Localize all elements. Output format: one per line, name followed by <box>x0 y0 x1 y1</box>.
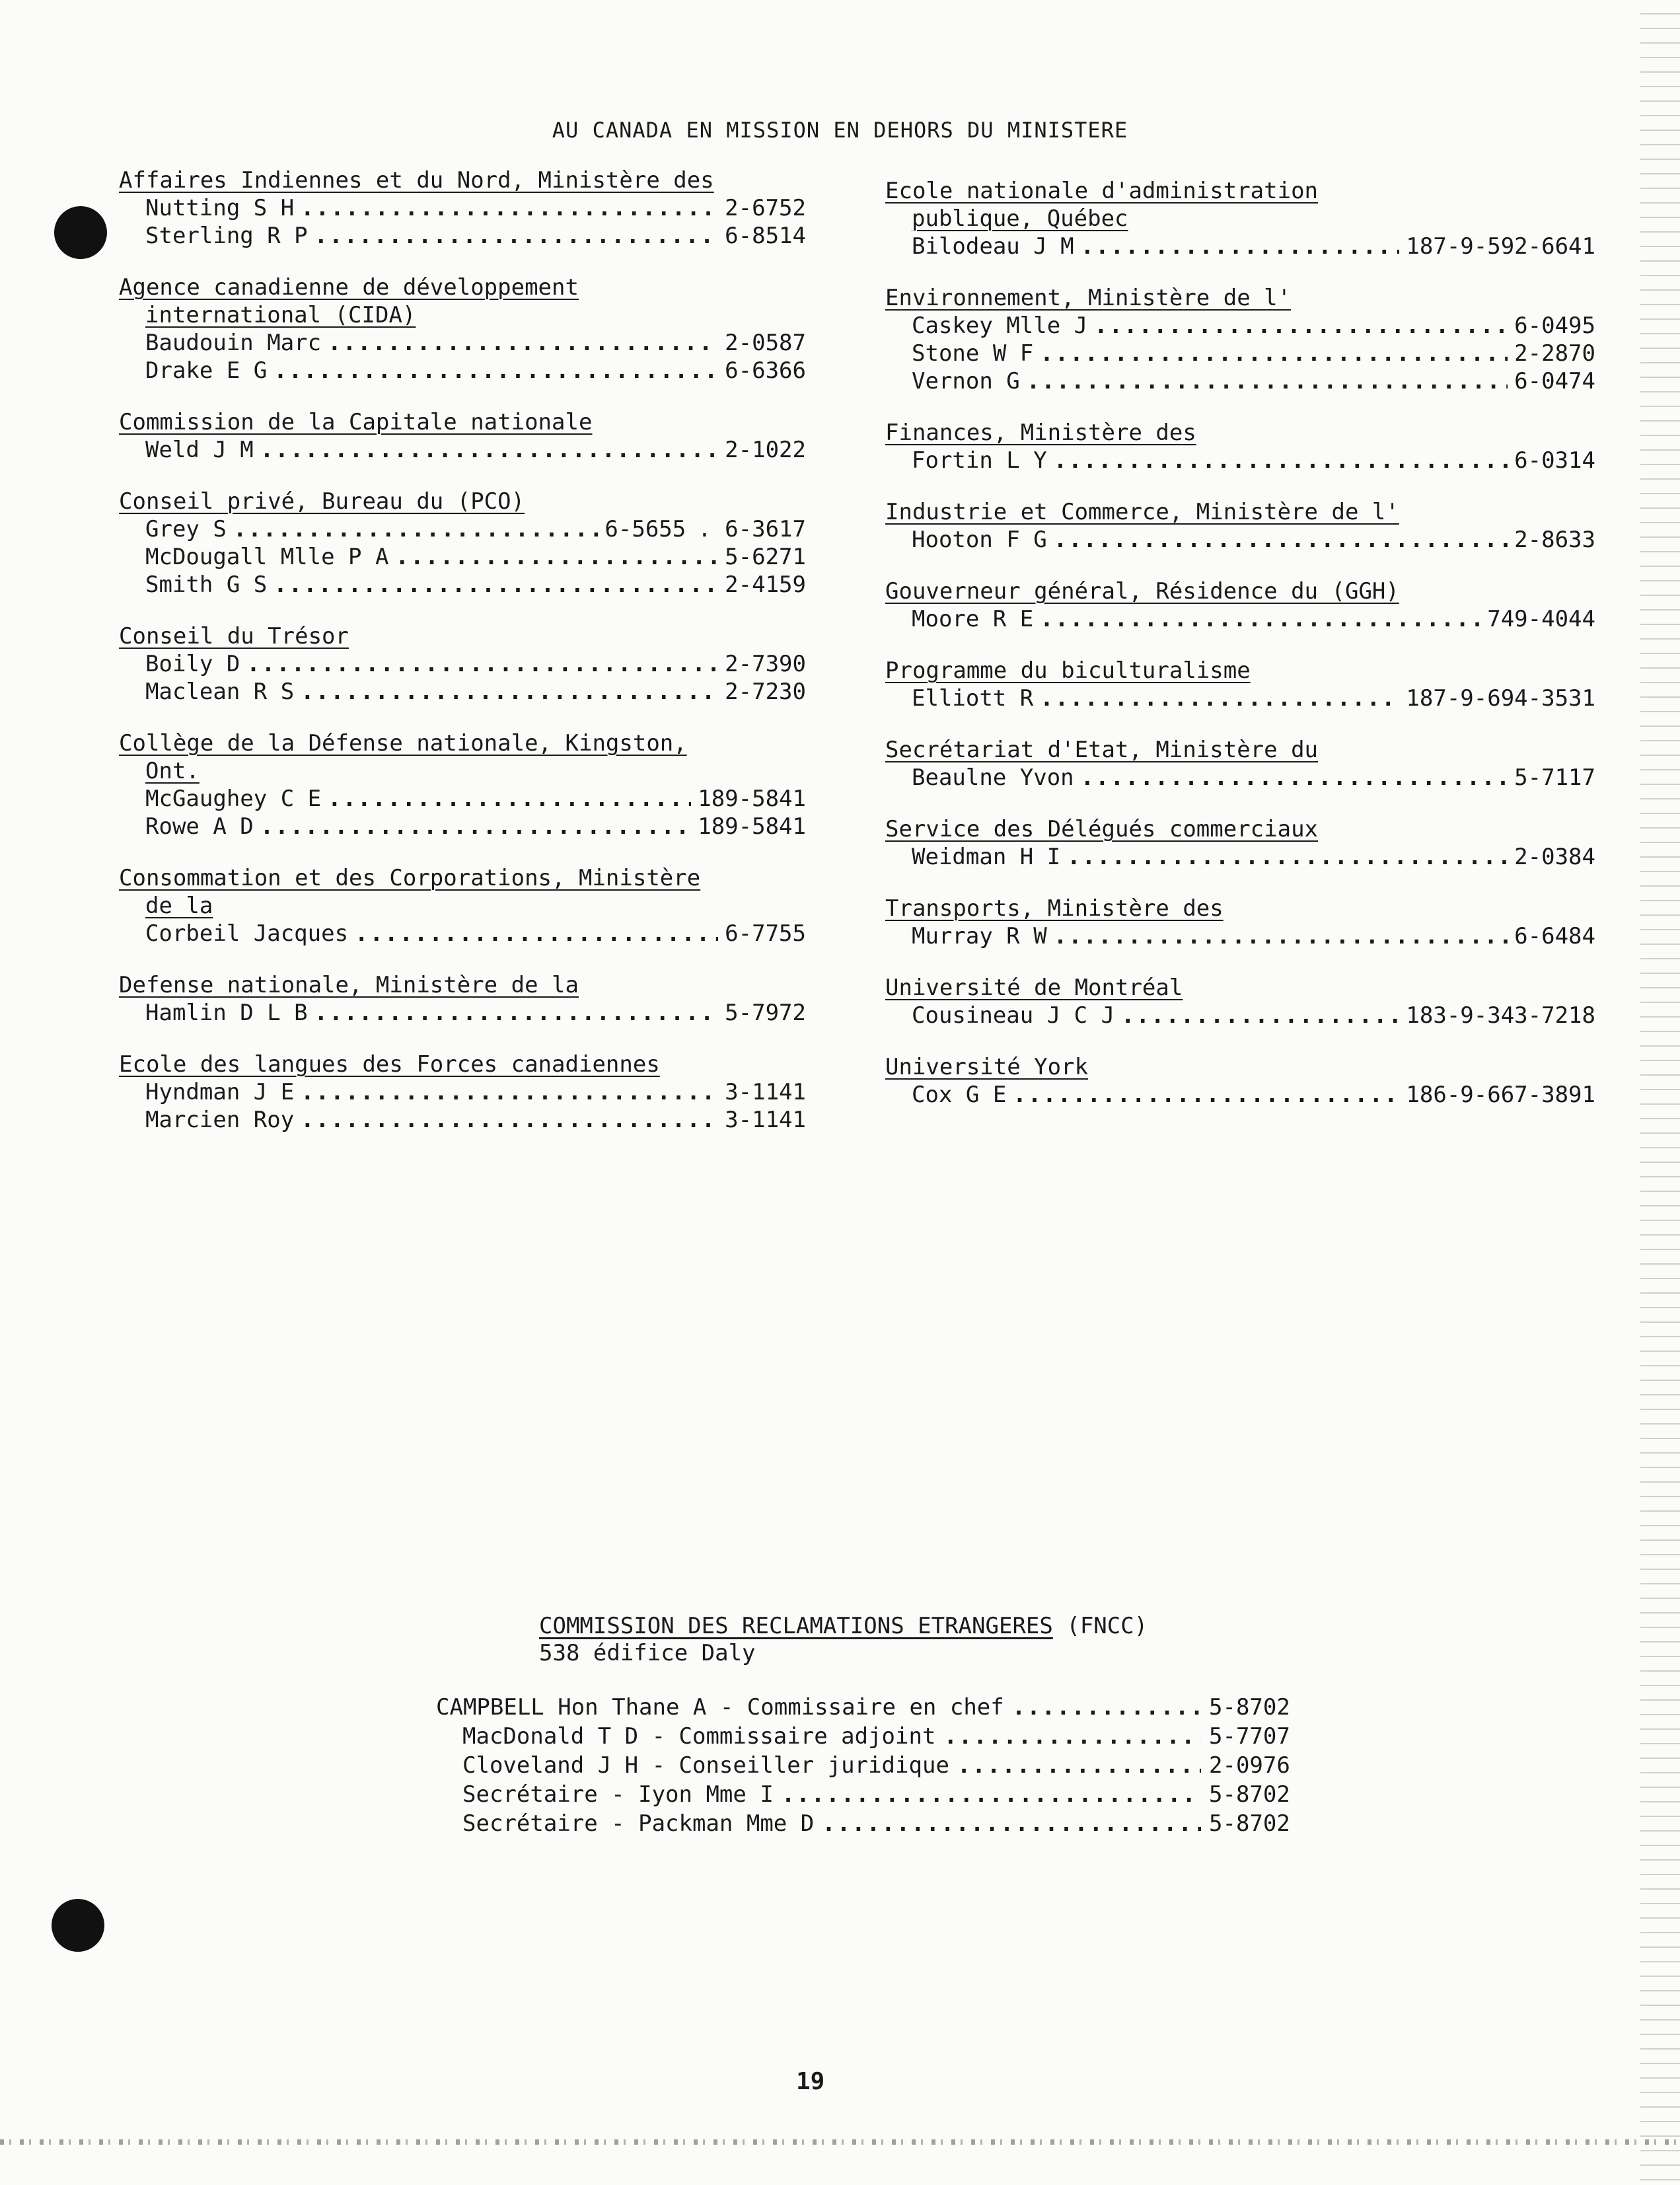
dot-leader <box>1081 764 1508 792</box>
contact-row <box>119 920 806 947</box>
page-number: 19 <box>796 2068 825 2095</box>
dot-leader <box>1054 526 1508 554</box>
contact-name: Smith G S <box>145 572 268 598</box>
contact-row <box>119 436 806 464</box>
dot-leader <box>1040 340 1508 367</box>
contact-phone: 6-7755 <box>725 920 806 947</box>
contact-phone: 189-5841 <box>698 786 806 812</box>
department-block <box>885 1053 1595 1109</box>
contact-phone: 2-8633 <box>1514 527 1595 553</box>
contact-name: Elliott R <box>912 685 1034 712</box>
dot-leader <box>301 1106 718 1134</box>
department-heading <box>885 657 1251 685</box>
dot-leader <box>1027 367 1508 395</box>
department-block <box>885 657 1595 712</box>
dot-leader <box>1081 233 1400 260</box>
department-heading-line: Commission de la Capitale nationale <box>119 409 593 435</box>
department-heading-line: Université de Montréal <box>885 975 1183 1001</box>
dot-leader <box>1012 1693 1201 1722</box>
punch-hole-top <box>54 206 107 259</box>
contact-row <box>885 340 1595 367</box>
department-heading-line: Service des Délégués commerciaux <box>885 816 1319 842</box>
fncc-section <box>436 1612 1321 1838</box>
contact-row <box>885 312 1595 340</box>
contact-phone: 5-6271 <box>725 544 806 570</box>
contact-row <box>119 1078 806 1106</box>
contact-row <box>119 785 806 813</box>
scan-edge-artifact <box>1640 0 1680 2185</box>
department-heading-line: Université York <box>885 1054 1089 1080</box>
dot-leader <box>328 785 691 813</box>
fncc-title-line <box>436 1612 1321 1640</box>
contact-row <box>119 329 806 357</box>
fncc-name: Secrétaire - Packman Mme D <box>462 1810 815 1837</box>
department-heading <box>119 622 349 650</box>
fncc-name: Cloveland J H - Conseiller juridique <box>462 1752 949 1779</box>
contact-name: Weld J M <box>145 437 254 463</box>
department-block <box>119 408 806 464</box>
department-heading <box>885 177 1318 233</box>
contact-name: Vernon G <box>912 368 1020 394</box>
dot-leader <box>395 543 718 571</box>
contact-row <box>885 843 1595 871</box>
department-heading <box>119 971 579 999</box>
contact-name: Sterling R P <box>145 223 308 249</box>
fncc-subtitle: 538 édifice Daly <box>539 1640 756 1666</box>
fncc-row <box>436 1722 1321 1751</box>
dot-leader <box>274 357 718 385</box>
fncc-title: COMMISSION DES RECLAMATIONS ETRANGERES <box>539 1613 1053 1639</box>
dot-leader <box>355 920 718 947</box>
fncc-list <box>436 1693 1321 1838</box>
fncc-name: CAMPBELL Hon Thane A - Commissaire en chef <box>436 1694 1004 1721</box>
contact-row <box>885 605 1595 633</box>
contact-name: Hooton F G <box>912 527 1047 553</box>
department-block <box>885 284 1595 395</box>
scan-noise-strip <box>0 2139 1680 2145</box>
contact-phone: 2-1022 <box>725 437 806 463</box>
contact-phone: 186-9-667-3891 <box>1406 1082 1595 1108</box>
contact-phone: 6-0314 <box>1514 447 1595 474</box>
contact-phone: 6-6366 <box>725 357 806 384</box>
department-block <box>119 1051 806 1134</box>
right-column <box>885 177 1595 1132</box>
fncc-phone: 5-8702 <box>1209 1810 1290 1837</box>
department-heading <box>885 815 1318 843</box>
dot-leader <box>1054 447 1508 474</box>
contact-phone: 189-5841 <box>698 813 806 840</box>
department-heading-line: Environnement, Ministère de l' <box>885 285 1292 311</box>
contact-name: Drake E G <box>145 357 268 384</box>
department-heading-line: Conseil du Trésor <box>119 623 349 649</box>
department-heading <box>119 408 592 436</box>
contact-name: Corbeil Jacques <box>145 920 349 947</box>
contact-name: Weidman H I <box>912 844 1061 870</box>
dot-leader <box>1067 843 1508 871</box>
contact-row <box>119 515 806 543</box>
department-heading <box>885 736 1318 764</box>
contact-name: Rowe A D <box>145 813 254 840</box>
department-block <box>119 622 806 706</box>
contact-row <box>885 1081 1595 1109</box>
contact-phone: 2-4159 <box>725 572 806 598</box>
department-heading-line: Consommation et des Corporations, Ministère <box>119 865 701 891</box>
dot-leader <box>328 329 718 357</box>
dot-leader <box>260 813 691 840</box>
contact-name: Cox G E <box>912 1082 1007 1108</box>
contact-row <box>119 678 806 706</box>
contact-row <box>119 813 806 840</box>
dot-leader <box>274 571 718 599</box>
contact-phone: 183-9-343-7218 <box>1406 1002 1595 1029</box>
contact-row <box>885 367 1595 395</box>
dot-leader <box>246 650 718 678</box>
dot-leader <box>301 194 718 222</box>
department-block <box>885 736 1595 792</box>
department-heading-line: Gouverneur général, Résidence du (GGH) <box>885 578 1399 605</box>
fncc-phone: 5-7707 <box>1209 1723 1290 1750</box>
department-block <box>885 177 1595 260</box>
contact-row <box>119 1106 806 1134</box>
department-block <box>885 577 1595 633</box>
contact-row <box>885 685 1595 712</box>
contact-name: Stone W F <box>912 340 1034 367</box>
contact-row <box>885 526 1595 554</box>
department-block <box>885 498 1595 554</box>
department-heading-line: Defense nationale, Ministère de la <box>119 972 579 998</box>
fncc-name: Secrétaire - Iyon Mme I <box>462 1781 774 1808</box>
fncc-row <box>436 1780 1321 1809</box>
department-heading-line: Secrétariat d'Etat, Ministère du <box>885 737 1319 763</box>
contact-name: Murray R W <box>912 923 1047 949</box>
contact-phone: 3-1141 <box>725 1107 806 1133</box>
department-block <box>885 974 1595 1029</box>
contact-name: McDougall Mlle P A <box>145 544 389 570</box>
contact-name: McGaughey C E <box>145 786 322 812</box>
page-title: AU CANADA EN MISSION EN DEHORS DU MINISTERE <box>552 118 1128 143</box>
contact-phone: 2-0384 <box>1514 844 1595 870</box>
department-block <box>119 488 806 599</box>
department-heading <box>885 895 1223 922</box>
dot-leader <box>1121 1002 1399 1029</box>
department-heading <box>119 729 687 785</box>
dot-leader <box>260 436 718 464</box>
contact-name: Beaulne Yvon <box>912 764 1074 791</box>
dot-leader <box>301 1078 718 1106</box>
department-heading <box>885 974 1183 1002</box>
department-heading-line: publique, Québec <box>912 205 1128 232</box>
dot-leader <box>314 999 719 1027</box>
dot-leader <box>233 515 599 543</box>
department-heading-line: Programme du biculturalisme <box>885 657 1251 684</box>
department-heading <box>885 498 1399 526</box>
contact-phone: 6-8514 <box>725 223 806 249</box>
department-block <box>119 167 806 250</box>
department-heading-line: Ecole nationale d'administration <box>885 178 1319 204</box>
contact-row <box>119 999 806 1027</box>
department-heading <box>119 274 579 329</box>
contact-name: Maclean R S <box>145 679 295 705</box>
department-heading <box>119 488 525 515</box>
department-block <box>119 971 806 1027</box>
department-block <box>885 419 1595 474</box>
contact-phone-secondary: . 6-3617 <box>698 516 806 542</box>
contact-phone: 749-4044 <box>1487 606 1595 632</box>
contact-row <box>119 543 806 571</box>
contact-name: Hamlin D L B <box>145 1000 308 1026</box>
contact-phone: 187-9-694-3531 <box>1406 685 1595 712</box>
contact-row <box>119 571 806 599</box>
contact-phone: 3-1141 <box>725 1079 806 1105</box>
contact-name: Grey S <box>145 516 227 542</box>
fncc-phone: 5-8702 <box>1209 1781 1290 1808</box>
fncc-phone: 2-0976 <box>1209 1752 1290 1779</box>
contact-row <box>885 764 1595 792</box>
department-heading-line: Ont. <box>145 758 200 784</box>
department-heading-line: de la <box>145 893 213 919</box>
dot-leader <box>314 222 719 250</box>
department-heading-line: Ecole des langues des Forces canadiennes <box>119 1051 660 1078</box>
department-heading <box>119 1051 660 1078</box>
contact-row <box>885 447 1595 474</box>
department-block <box>119 729 806 840</box>
department-heading <box>885 419 1196 447</box>
department-heading-line: Transports, Ministère des <box>885 895 1223 922</box>
department-block <box>885 895 1595 950</box>
dot-leader <box>957 1751 1201 1780</box>
department-heading-line: Affaires Indiennes et du Nord, Ministère des <box>119 167 714 194</box>
dot-leader <box>1040 605 1480 633</box>
dot-leader <box>1094 312 1508 340</box>
dot-leader <box>782 1780 1201 1809</box>
contact-phone: 2-6752 <box>725 195 806 221</box>
department-heading-line: Industrie et Commerce, Ministère de l' <box>885 499 1399 525</box>
contact-phone: 6-5655 <box>604 516 686 542</box>
department-heading <box>885 284 1291 312</box>
department-heading-line: Finances, Ministère des <box>885 420 1196 446</box>
contact-phone: 2-7230 <box>725 679 806 705</box>
department-heading-line: international (CIDA) <box>145 302 416 328</box>
department-heading <box>885 1053 1088 1081</box>
contact-row <box>119 357 806 385</box>
dot-leader <box>1013 1081 1399 1109</box>
dot-leader <box>822 1809 1201 1838</box>
department-block <box>119 274 806 385</box>
department-heading <box>119 864 700 920</box>
contact-row <box>119 194 806 222</box>
contact-name: Fortin L Y <box>912 447 1047 474</box>
fncc-row <box>436 1751 1321 1780</box>
contact-phone: 6-0474 <box>1514 368 1595 394</box>
contact-row <box>885 1002 1595 1029</box>
contact-name: Cousineau J C J <box>912 1002 1115 1029</box>
department-block <box>119 864 806 947</box>
department-block <box>885 815 1595 871</box>
contact-name: Baudouin Marc <box>145 330 322 356</box>
fncc-phone: 5-8702 <box>1209 1694 1290 1721</box>
contact-name: Nutting S H <box>145 195 295 221</box>
contact-phone: 6-0495 <box>1514 313 1595 339</box>
department-heading-line: Agence canadienne de développement <box>119 274 579 301</box>
department-heading <box>885 577 1399 605</box>
department-heading <box>119 167 714 194</box>
dot-leader <box>1054 922 1508 950</box>
contact-name: Hyndman J E <box>145 1079 295 1105</box>
contact-name: Boily D <box>145 651 240 677</box>
department-heading-line: Conseil privé, Bureau du (PCO) <box>119 488 525 515</box>
dot-leader <box>943 1722 1201 1751</box>
fncc-name: MacDonald T D - Commissaire adjoint <box>462 1723 936 1750</box>
contact-row <box>119 650 806 678</box>
left-column <box>119 167 806 1158</box>
contact-phone: 187-9-592-6641 <box>1406 233 1595 260</box>
contact-row <box>885 922 1595 950</box>
dot-leader <box>301 678 718 706</box>
contact-phone: 5-7972 <box>725 1000 806 1026</box>
contact-phone: 2-0587 <box>725 330 806 356</box>
department-heading-line: Collège de la Défense nationale, Kingston, <box>119 730 687 757</box>
contact-phone: 2-7390 <box>725 651 806 677</box>
contact-name: Bilodeau J M <box>912 233 1074 260</box>
contact-phone: 2-2870 <box>1514 340 1595 367</box>
contact-name: Caskey Mlle J <box>912 313 1088 339</box>
fncc-row <box>436 1809 1321 1838</box>
punch-hole-bottom <box>52 1899 104 1952</box>
fncc-row <box>436 1693 1321 1722</box>
contact-row <box>885 233 1595 260</box>
contact-name: Moore R E <box>912 606 1034 632</box>
contact-phone: 5-7117 <box>1514 764 1595 791</box>
dot-leader <box>1040 685 1399 712</box>
fncc-title-suffix: (FNCC) <box>1066 1613 1148 1639</box>
contact-name: Marcien Roy <box>145 1107 295 1133</box>
contact-phone: 6-6484 <box>1514 923 1595 949</box>
contact-row <box>119 222 806 250</box>
